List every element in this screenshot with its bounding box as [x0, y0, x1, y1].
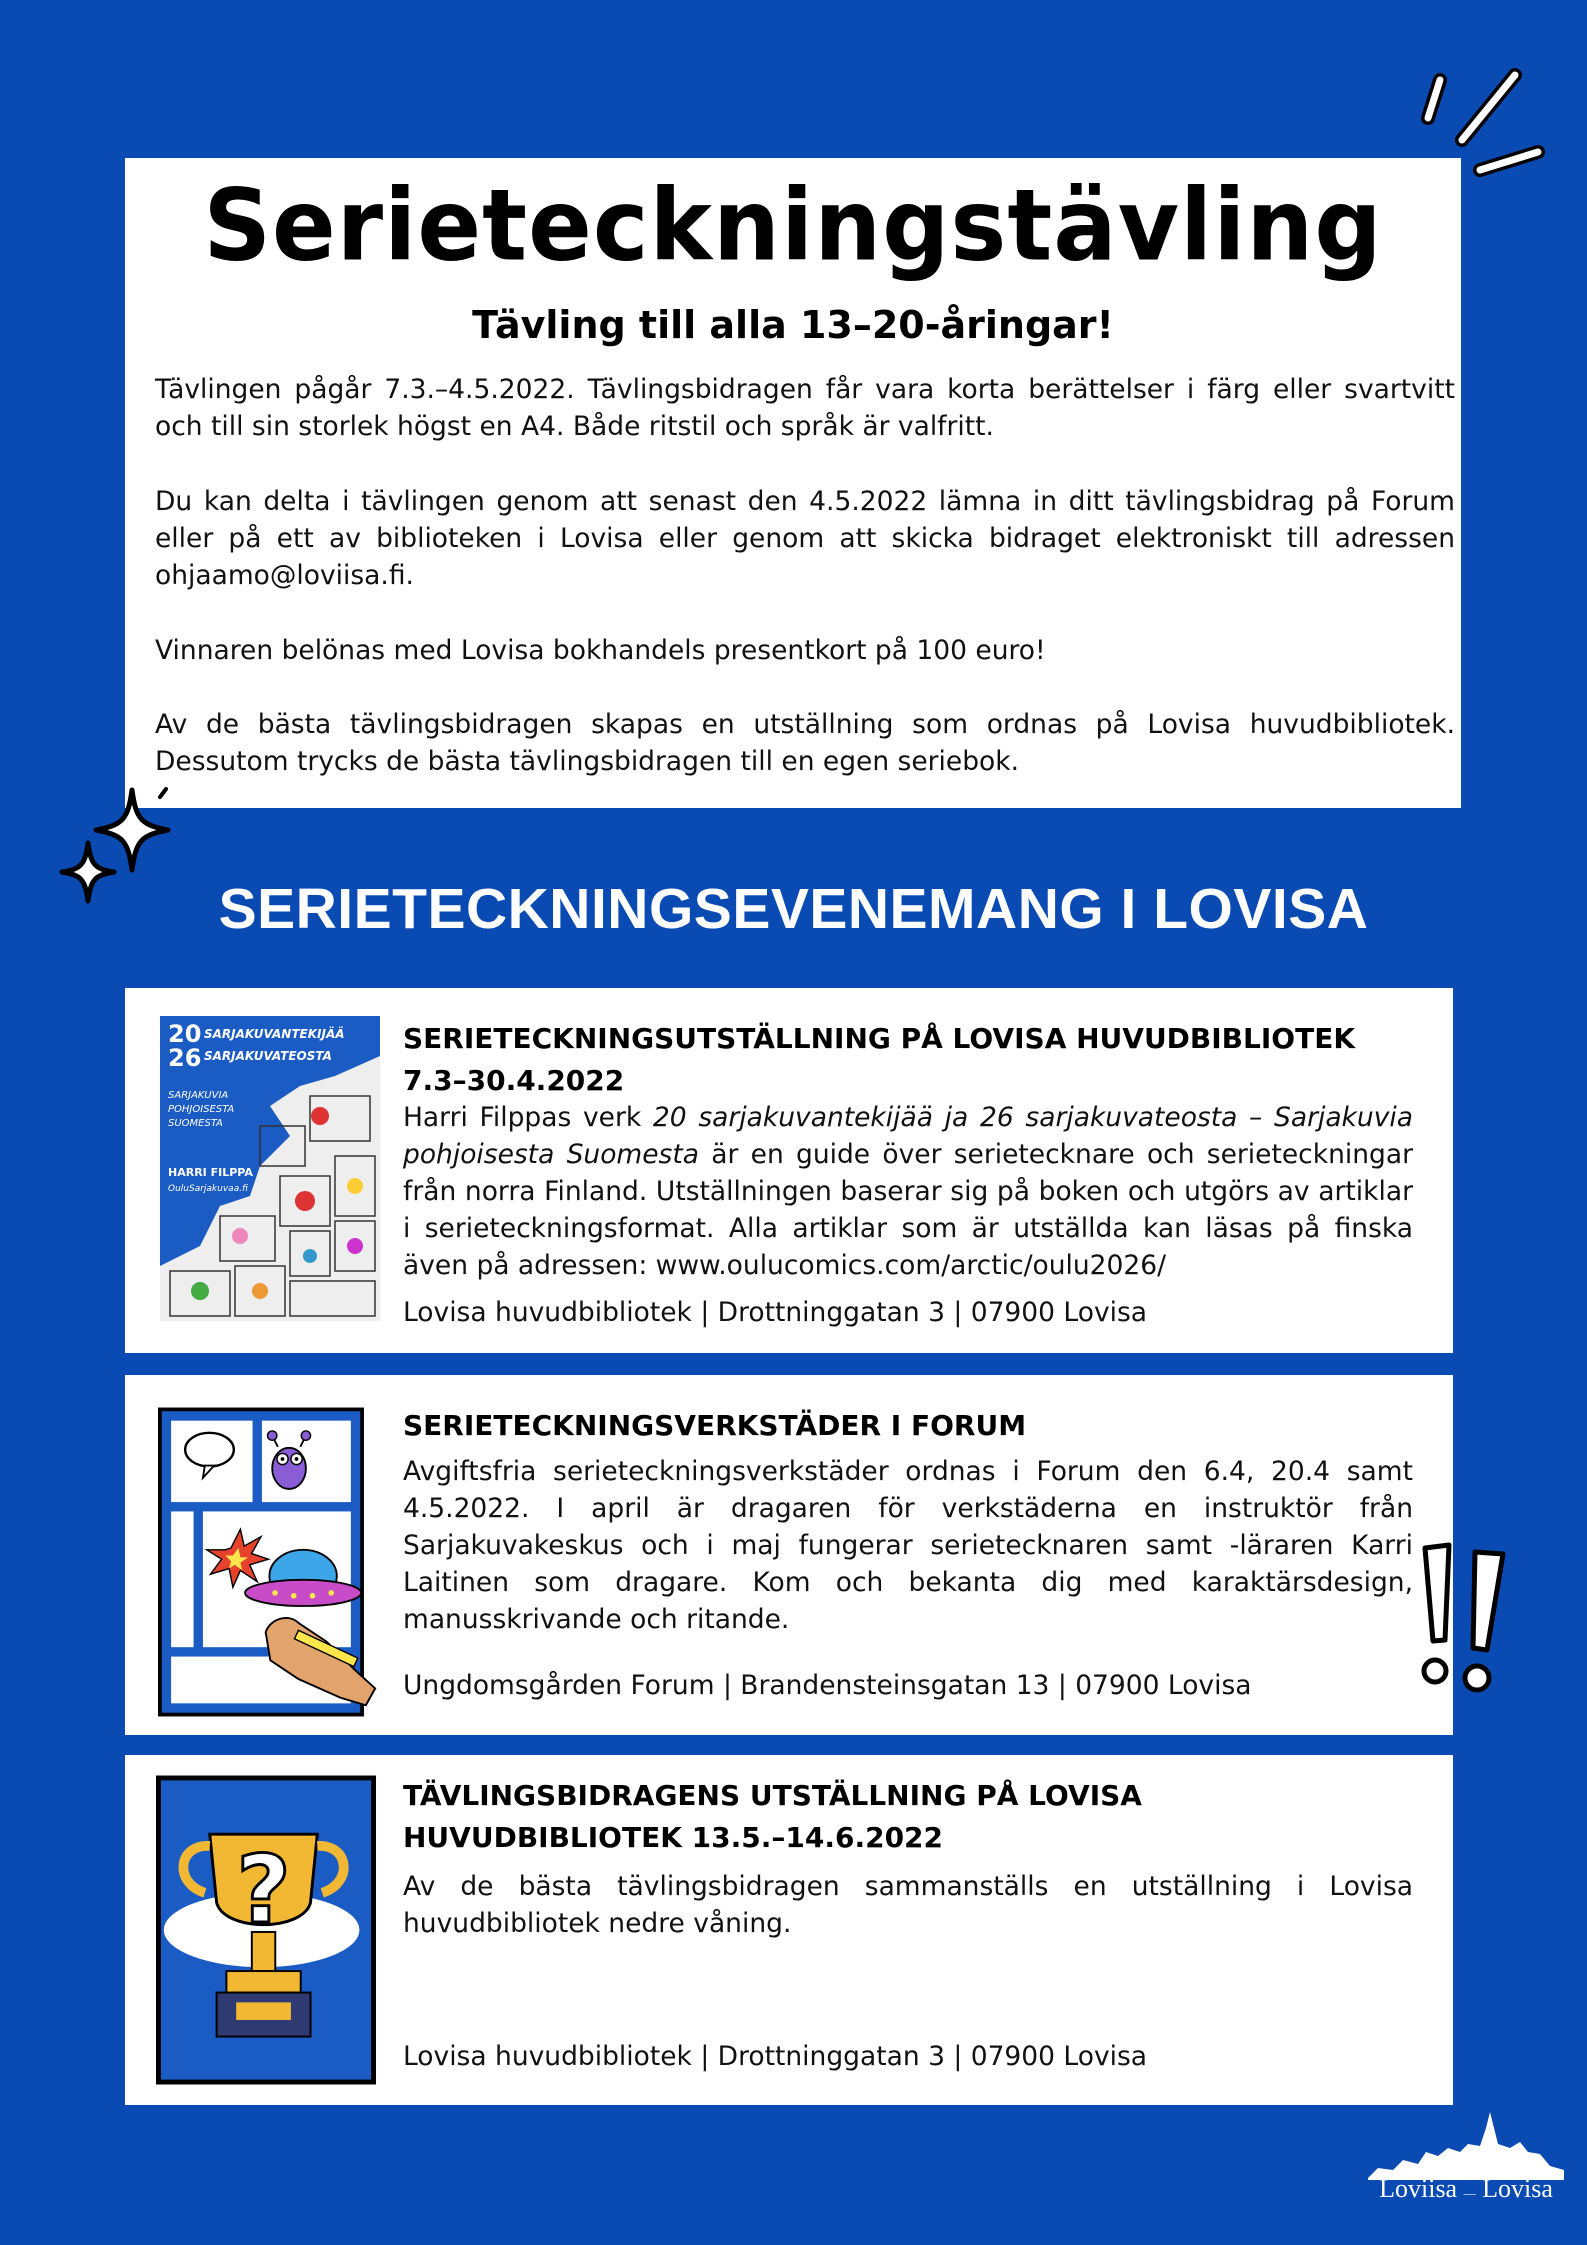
exclamation-marks-icon	[1415, 1540, 1515, 1705]
book-cover-image	[160, 1016, 380, 1321]
event-description: Avgiftsfria serieteckningsverkstäder ordnas i Forum den 6.4, 20.4 samt 4.5.2022. I april är dragaren för verkstäderna en instruktör från Sarjakuvakeskus och i maj fungerar serietecknaren samt -läraren Karri Laitinen som dragare. Kom och bekanta dig med karaktärsdesign, manusskrivande och ritande.	[403, 1456, 1413, 1635]
event-address: Ungdomsgården Forum | Brandensteinsgatan 13 | 07900 Lovisa	[403, 1670, 1252, 1701]
book-title-italic: 20 sarjakuvantekijää ja 26 sarjakuvateosta – Sarjakuvia pohjoisesta Suomesta	[403, 1102, 1413, 1170]
event-description-prefix: Harri Filppas verk	[403, 1102, 653, 1133]
event-card-entries-exhibition	[125, 1755, 1453, 2105]
logo-text-sv: Lovisa	[1482, 2174, 1553, 2203]
event-title: SERIETECKNINGSVERKSTÄDER I FORUM	[403, 1409, 1027, 1442]
svg-text:SARJAKUVANTEKIJÄÄ: SARJAKUVANTEKIJÄÄ	[204, 1027, 345, 1041]
page-title: Serieteckningstävling	[203, 169, 1383, 284]
svg-text:SUOMESTA: SUOMESTA	[168, 1118, 223, 1129]
contest-paragraph-dates: Tävlingen pågår 7.3.–4.5.2022. Tävlingsbidragen får vara korta berättelser i färg eller svartvitt och till sin storlek högst en A4. Både ritstil och språk är valfritt.	[155, 374, 1455, 442]
event-description	[403, 1099, 1413, 1284]
event-card-exhibition	[125, 988, 1453, 1353]
event-card-workshops	[125, 1375, 1453, 1735]
contest-paragraph-prize: Vinnaren belönas med Lovisa bokhandels presentkort på 100 euro!	[155, 635, 1046, 666]
svg-text:POHJOISESTA: POHJOISESTA	[168, 1104, 235, 1115]
event-title: TÄVLINGSBIDRAGENS UTSTÄLLNING PÅ LOVISA HUVUDBIBLIOTEK 13.5.–14.6.2022	[403, 1779, 1142, 1854]
svg-text:20: 20	[168, 1020, 202, 1048]
town-skyline-icon	[1368, 2108, 1564, 2180]
event-address: Lovisa huvudbibliotek | Drottninggatan 3 | 07900 Lovisa	[403, 2041, 1148, 2072]
event-address: Lovisa huvudbibliotek | Drottninggatan 3 | 07900 Lovisa	[403, 1297, 1148, 1328]
contest-subtitle: Tävling till alla 13–20-åringar!	[472, 303, 1114, 347]
svg-text:OuluSarjakuvaa.fi: OuluSarjakuvaa.fi	[168, 1184, 248, 1194]
event-title: SERIETECKNINGSUTSTÄLLNING PÅ LOVISA HUVUDBIBLIOTEK 7.3–30.4.2022	[403, 1022, 1356, 1097]
logo-text-fi: Loviisa	[1379, 2174, 1458, 2203]
contest-paragraph-exhibition: Av de bästa tävlingsbidragen skapas en utställning som ordnas på Lovisa huvudbibliotek. Dessutom trycks de bästa tävlingsbidragen till en egen seriebok.	[155, 709, 1455, 777]
event-description: Av de bästa tävlingsbidragen sammanställs en utställning i Lovisa huvudbibliotek nedre våning.	[403, 1871, 1413, 1939]
contest-info-box	[125, 158, 1461, 808]
event-description-suffix: är en guide över serietecknare och serieteckningar från norra Finland. Utställningen baserar sig på boken och utgörs av artiklar i serieteckningsformat. Alla artiklar som är utställda kan läsas på finska även på adressen: www.oulucomics.com/arctic/oulu2026/	[403, 1139, 1413, 1281]
events-heading: SERIETECKNINGSEVENEMANG I LOVISA	[218, 877, 1369, 941]
svg-text:?: ?	[236, 1836, 291, 1946]
svg-text:26: 26	[168, 1044, 202, 1072]
loviisa-logo: Loviisa — Lovisa	[1368, 2108, 1564, 2218]
svg-text:SARJAKUVIA: SARJAKUVIA	[168, 1090, 229, 1101]
comic-workshop-illustration	[158, 1397, 378, 1727]
svg-text:SARJAKUVATEOSTA: SARJAKUVATEOSTA	[204, 1049, 332, 1063]
contest-paragraph-participation: Du kan delta i tävlingen genom att senast den 4.5.2022 lämna in ditt tävlingsbidrag på Forum eller på ett av biblioteken i Lovisa eller genom att skicka bidraget elektroniskt till adressen ohjaamo@loviisa.fi.	[155, 486, 1455, 591]
svg-text:HARRI FILPPA: HARRI FILPPA	[168, 1166, 253, 1179]
trophy-question-illustration	[156, 1772, 376, 2088]
